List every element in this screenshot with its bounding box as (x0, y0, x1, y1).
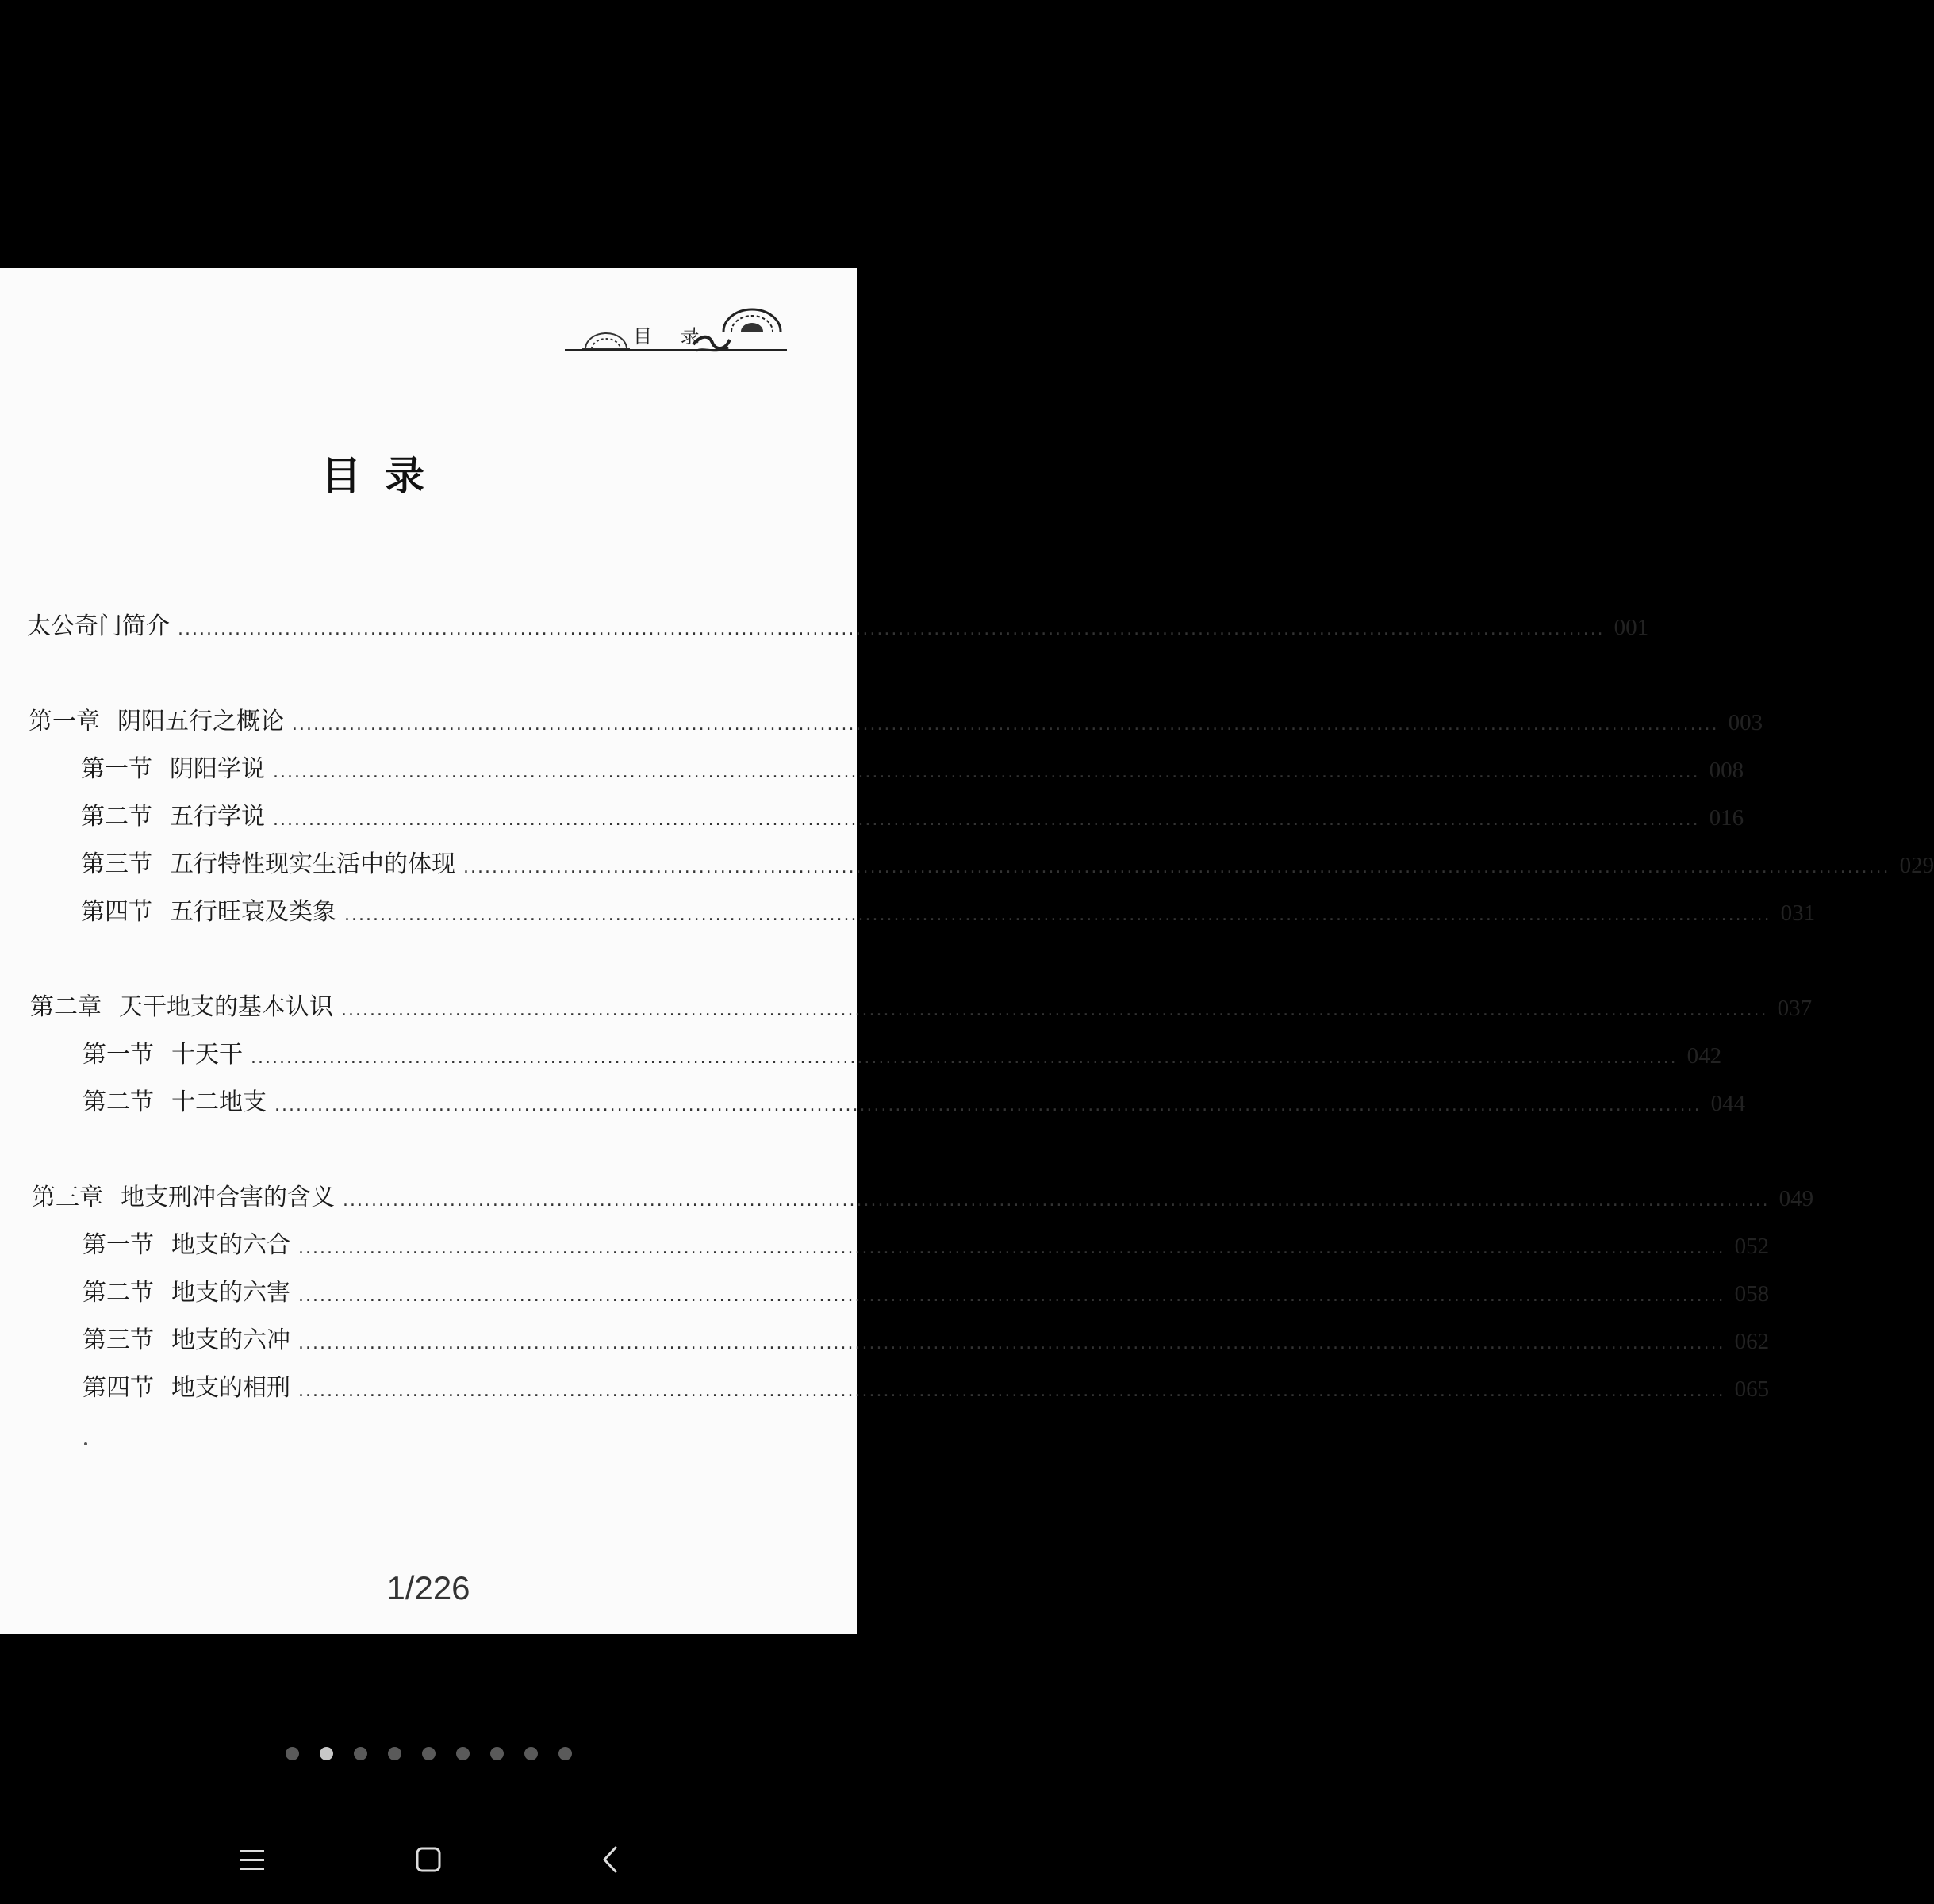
toc-leader-dots: ........................................................................................................................................................................................................ (274, 1096, 1702, 1115)
toc-entry-label (83, 1082, 267, 1117)
toc-entry-label (81, 892, 336, 927)
toc-entry-label (83, 1225, 290, 1260)
toc-leader-dots: ........................................................................................................................................................................................................ (343, 1191, 1770, 1211)
carousel-dot[interactable] (558, 1747, 572, 1760)
toc-entry-label (81, 749, 265, 784)
toc-entry-label (83, 1035, 243, 1069)
toc-intro-entry[interactable] (27, 609, 1649, 641)
toc-entry-page: 003 (1728, 710, 1763, 735)
toc-entry-section: 第一章 (29, 708, 100, 735)
home-icon[interactable] (405, 1836, 452, 1883)
toc-leader-dots: ........................................................................................................................................................................................................ (178, 620, 1605, 639)
toc-entry-title: 地支刑冲合害的含义 (121, 1184, 335, 1211)
toc-entry-title: 十二地支 (171, 1088, 267, 1116)
toc-chapter-entry[interactable] (30, 990, 1813, 1022)
toc-section-entry[interactable] (81, 752, 1744, 784)
toc-entry-title: 阴阳学说 (170, 755, 265, 783)
navigation-bar (0, 1817, 857, 1904)
carousel-dot[interactable] (286, 1747, 299, 1760)
header-rule (565, 349, 787, 351)
toc-entry-title: 地支的六合 (171, 1231, 290, 1259)
toc-entry-title: 阴阳五行之概论 (117, 708, 284, 735)
toc-leader-dots: ........................................................................................................................................................................................................ (463, 858, 1890, 877)
toc-entry-section: 第四节 (81, 898, 152, 926)
carousel-dot[interactable] (456, 1747, 470, 1760)
menu-icon[interactable] (228, 1836, 276, 1883)
toc-leader-dots: ........................................................................................................................................................................................................ (344, 905, 1771, 925)
carousel-dot[interactable] (320, 1747, 333, 1760)
carousel-dots (0, 1747, 857, 1760)
toc-section-entry[interactable] (81, 847, 1934, 879)
toc-leader-dots: ........................................................................................................................................................................................................ (298, 1334, 1725, 1353)
toc-entry-section: 第二节 (83, 1088, 154, 1116)
toc-entry-label (30, 987, 333, 1022)
running-header-label: 目 录 (633, 325, 711, 347)
toc-entry-title: 五行旺衰及类象 (170, 898, 336, 926)
toc-entry-page: 031 (1780, 900, 1816, 926)
toc-entry-page: 049 (1779, 1186, 1814, 1211)
toc-entry-label (29, 701, 284, 736)
carousel-dot[interactable] (388, 1747, 401, 1760)
toc-entry-label (83, 1368, 290, 1403)
toc-title: 目录 (321, 453, 448, 499)
toc-section-entry[interactable] (83, 1323, 1770, 1355)
toc-leader-dots: ........................................................................................................................................................................................................ (273, 762, 1700, 782)
toc-entry-label (81, 797, 265, 831)
toc-entry-title: 天干地支的基本认识 (119, 993, 333, 1021)
stray-mark (84, 1442, 87, 1445)
toc-entry-page: 065 (1734, 1376, 1770, 1402)
top-black-area (0, 0, 857, 268)
fan-ornament-icon (720, 306, 784, 333)
toc-chapter-entry[interactable] (32, 1180, 1814, 1212)
toc-entry-page: 016 (1709, 805, 1744, 831)
toc-entry-title: 十天干 (171, 1041, 243, 1069)
toc-entry-title: 地支的六害 (171, 1279, 290, 1307)
toc-section-entry[interactable] (83, 1228, 1770, 1260)
toc-entry-section: 第二节 (81, 803, 152, 831)
toc-section-entry[interactable] (83, 1085, 1746, 1117)
toc-entry-section: 第一节 (81, 755, 152, 783)
carousel-dot[interactable] (422, 1747, 436, 1760)
toc-entry-label (32, 1177, 335, 1212)
toc-entry-page: 058 (1734, 1281, 1770, 1307)
toc-entry-title: 地支的六冲 (171, 1326, 290, 1354)
carousel-dot[interactable] (490, 1747, 504, 1760)
toc-entry-page: 052 (1734, 1234, 1770, 1259)
sun-ornament-icon (582, 330, 630, 351)
toc-entry-page: 042 (1686, 1043, 1722, 1069)
toc-entry-section: 第一节 (83, 1041, 154, 1069)
document-page[interactable] (0, 268, 1934, 1634)
toc-entry-section: 第二章 (30, 993, 102, 1021)
toc-section-entry[interactable] (83, 1371, 1770, 1403)
toc-section-entry[interactable] (83, 1038, 1722, 1069)
toc-entry-label (81, 844, 455, 879)
toc-entry-title: 五行学说 (170, 803, 265, 831)
bottom-black-area (0, 1634, 857, 1904)
toc-entry-page: 062 (1734, 1329, 1770, 1354)
toc-entry-label (27, 606, 170, 641)
toc-section-entry[interactable] (81, 800, 1744, 831)
carousel-dot[interactable] (354, 1747, 367, 1760)
toc-entry-title: 地支的相刑 (171, 1374, 290, 1402)
carousel-dot[interactable] (524, 1747, 538, 1760)
toc-entry-section: 第二节 (83, 1279, 154, 1307)
toc-entry-label (83, 1320, 290, 1355)
toc-entry-section: 第一节 (83, 1231, 154, 1259)
toc-leader-dots: ........................................................................................................................................................................................................ (251, 1048, 1678, 1068)
toc-entry-section: 第三章 (32, 1184, 103, 1211)
page-indicator: 1/226 (386, 1569, 470, 1606)
toc-entry-title: 太公奇门简介 (27, 612, 170, 640)
toc-section-entry[interactable] (83, 1276, 1770, 1307)
toc-entry-section: 第三节 (81, 850, 152, 878)
toc-chapter-entry[interactable] (29, 704, 1763, 736)
back-icon[interactable] (587, 1836, 635, 1883)
toc-entry-page: 008 (1709, 758, 1744, 783)
toc-leader-dots: ........................................................................................................................................................................................................ (298, 1286, 1725, 1306)
running-header (565, 300, 787, 347)
toc-entry-page: 037 (1777, 996, 1813, 1021)
toc-leader-dots: ........................................................................................................................................................................................................ (273, 810, 1700, 830)
toc-entry-title: 五行特性现实生活中的体现 (170, 850, 455, 878)
toc-entry-section: 第三节 (83, 1326, 154, 1354)
toc-leader-dots: ........................................................................................................................................................................................................ (298, 1238, 1725, 1258)
toc-leader-dots: ........................................................................................................................................................................................................ (341, 1000, 1768, 1020)
toc-entry-section: 第四节 (83, 1374, 154, 1402)
toc-entry-page: 029 (1899, 853, 1934, 878)
toc-entry-label (83, 1273, 290, 1307)
toc-section-entry[interactable] (81, 895, 1816, 927)
toc-leader-dots: ........................................................................................................................................................................................................ (298, 1381, 1725, 1401)
toc-leader-dots: ........................................................................................................................................................................................................ (292, 715, 1719, 735)
toc-entry-page: 001 (1614, 615, 1649, 640)
toc-entry-page: 044 (1710, 1091, 1746, 1116)
